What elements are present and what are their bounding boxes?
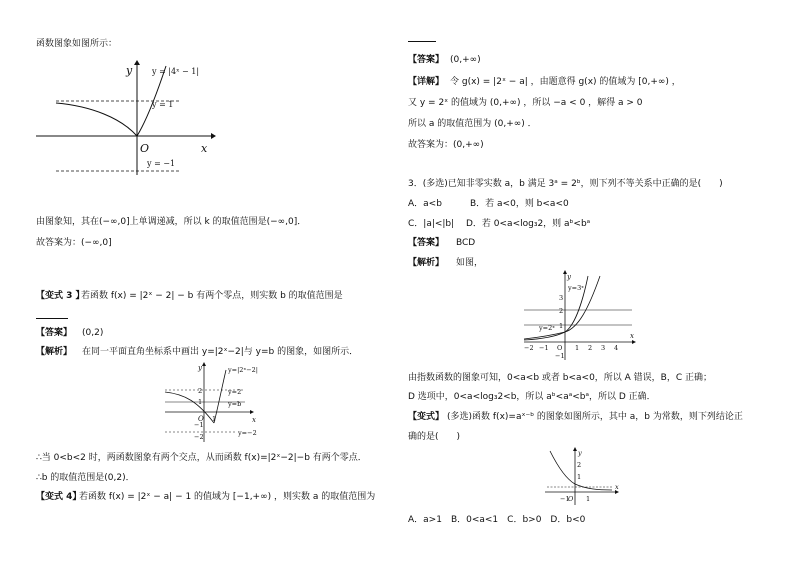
line-label-top: y = 1 [152,100,174,109]
detail-line3: 所以 a 的取值范围为 (0,+∞) ． [408,119,537,129]
tick-y1: 1 [577,473,582,481]
q3-option-a: A．a<b [408,199,442,209]
variant3-question: 若函数 f(x) = |2ˣ − 2| − b 有两个零点，则实数 b 的取值范围是 [81,291,343,301]
tick-xm1: −1 [560,495,570,503]
answer-label: 【答案】 [408,55,445,65]
tick-2: 2 [198,387,203,395]
tick-1: 1 [198,398,203,406]
tick-y3: 3 [559,294,564,302]
q3-analysis-label: 【解析】 [408,258,445,268]
tick-x2: 2 [588,344,593,352]
label-3x: y=3ˣ [568,284,585,292]
label-y2: y=2 [228,388,242,396]
q3-answer-label: 【答案】 [408,238,445,248]
curve-left [56,103,137,136]
tick-x4: 4 [614,344,619,352]
tick-y1: 1 [559,322,564,330]
variant3-title: 【变式 3 】 [36,291,85,301]
line-label-bottom: y = −1 [147,159,176,168]
q3-answer-value: BCD [456,238,476,248]
q3-stem: 3．(多选)已知非零实数 a，b 满足 3ᵃ = 2ᵇ，则下列不等关系中正确的是( ) [408,179,723,189]
variant3-analysis-label: 【解析】 [36,347,73,357]
variant3-answer-value: (0,2) [82,328,104,338]
q3-option-b: B．若 a<0，则 b<a<0 [470,199,569,209]
answer-value: (0,+∞) [450,55,481,65]
answer-1: 故答案为：(−∞,0] [36,238,112,248]
variant4-question: 若函数 f(x) = |2ˣ − a| − 1 的值域为 [−1,+∞) ，则实数 a 的取值范围为 [79,492,376,502]
variant-options: A．a>1 B．0<a<1 C．b>0 D．b<0 [408,515,586,525]
origin-label: O [568,495,574,503]
curve-label: y = |4ˣ − 1| [152,67,200,76]
y-axis-label: y [578,449,582,457]
label-ym2: y=−2 [238,429,257,437]
origin-label: O [140,142,150,155]
variant-question-l2: 确的是( ) [408,432,461,442]
x-axis-arrow [250,410,254,414]
detail-line4: 故答案为：(0,+∞) [408,140,484,150]
variant3-answer-label: 【答案】 [36,328,73,338]
y-axis-label: y [198,364,202,372]
tick-xm1: −1 [539,344,549,352]
variant4-title: 【变式 4】 [36,492,82,502]
intro-text: 函数图象如图所示： [36,39,118,49]
q3-conclusion-1: 由指数函数的图象可知，0<a<b 或者 b<a<0，所以 A 错误，B，C 正确； [408,373,712,383]
variant-question-l1: (多选)函数 f(x)=aˣ⁻ᵇ 的图象如图所示，其中 a，b 为常数，则下列结论正 [447,412,743,422]
variant3-analysis-text: 在同一平面直角坐标系中画出 y=|2ˣ−2|与 y=b 的图象，如图所示． [82,347,359,357]
q3-analysis-text: 如图， [456,258,484,268]
tick-ym1: −1 [555,352,565,360]
y-axis-arrow [573,447,577,451]
tick-x1: 1 [586,495,591,503]
variant-title: 【变式】 [408,412,445,422]
tick-m2: −2 [194,433,204,441]
curve-decreasing [165,392,217,423]
x-axis-label: x [615,483,619,491]
x-axis-arrow [632,340,636,344]
tick-x1: 1 [212,415,217,423]
prev-blank [408,41,436,42]
y-axis-arrow [202,362,206,366]
variant3-line2: ∴当 0<b<2 时，两函数图象有两个交点，从而函数 f(x)=|2ˣ−2|−b 有两个零点． [36,453,367,463]
tick-y2: 2 [559,307,564,315]
graph-abs-4x [36,60,216,175]
tick-x1: 1 [575,344,580,352]
label-2x: y=2ˣ [539,324,556,332]
y-axis-label: y [567,273,571,281]
x-axis-label: x [252,416,256,424]
q3-conclusion-2: D 选项中，0<a<log₃2<b，所以 aᵇ<aᵃ<bᵃ，所以 D 正确． [408,392,656,402]
detail-text: 令 g(x) = |2ˣ − a| ，由题意得 g(x) 的值域为 [0,+∞) ， [450,77,681,87]
label-yb: y=b [228,400,242,408]
tick-m1: −1 [194,421,204,429]
curve-label: y=|2ˣ−2| [228,366,258,374]
x-axis-label: x [630,332,634,340]
tick-x3: 3 [601,344,606,352]
detail-label: 【详解】 [408,77,445,87]
origin-label: O [198,415,204,423]
x-axis-label: x [201,142,208,155]
x-axis-arrow [211,133,216,139]
tick-xm2: −2 [524,344,534,352]
y-axis-label: y [126,64,133,77]
graph-exp-3x-2x [522,270,637,362]
conclusion-1: 由图象知，其在(−∞,0]上单调递减，所以 k 的取值范围是(−∞,0]． [36,217,307,227]
tick-origin: O [557,344,563,352]
q3-option-c: C．|a|<|b| [408,219,455,229]
detail-line2: 又 y = 2ˣ 的值域为 (0,+∞) ，所以 −a < 0 ，解得 a > 0 [408,98,643,108]
tick-y2: 2 [577,461,582,469]
variant3-line3: ∴b 的取值范围是(0,2)． [36,473,135,483]
graph-abs-2x [160,362,290,444]
y-axis-arrow [134,60,140,65]
graph-exp-decay [542,447,622,507]
variant3-blank [36,318,68,319]
q3-option-d: D．若 0<a<log₃2，则 aᵇ<bᵃ [466,219,591,229]
